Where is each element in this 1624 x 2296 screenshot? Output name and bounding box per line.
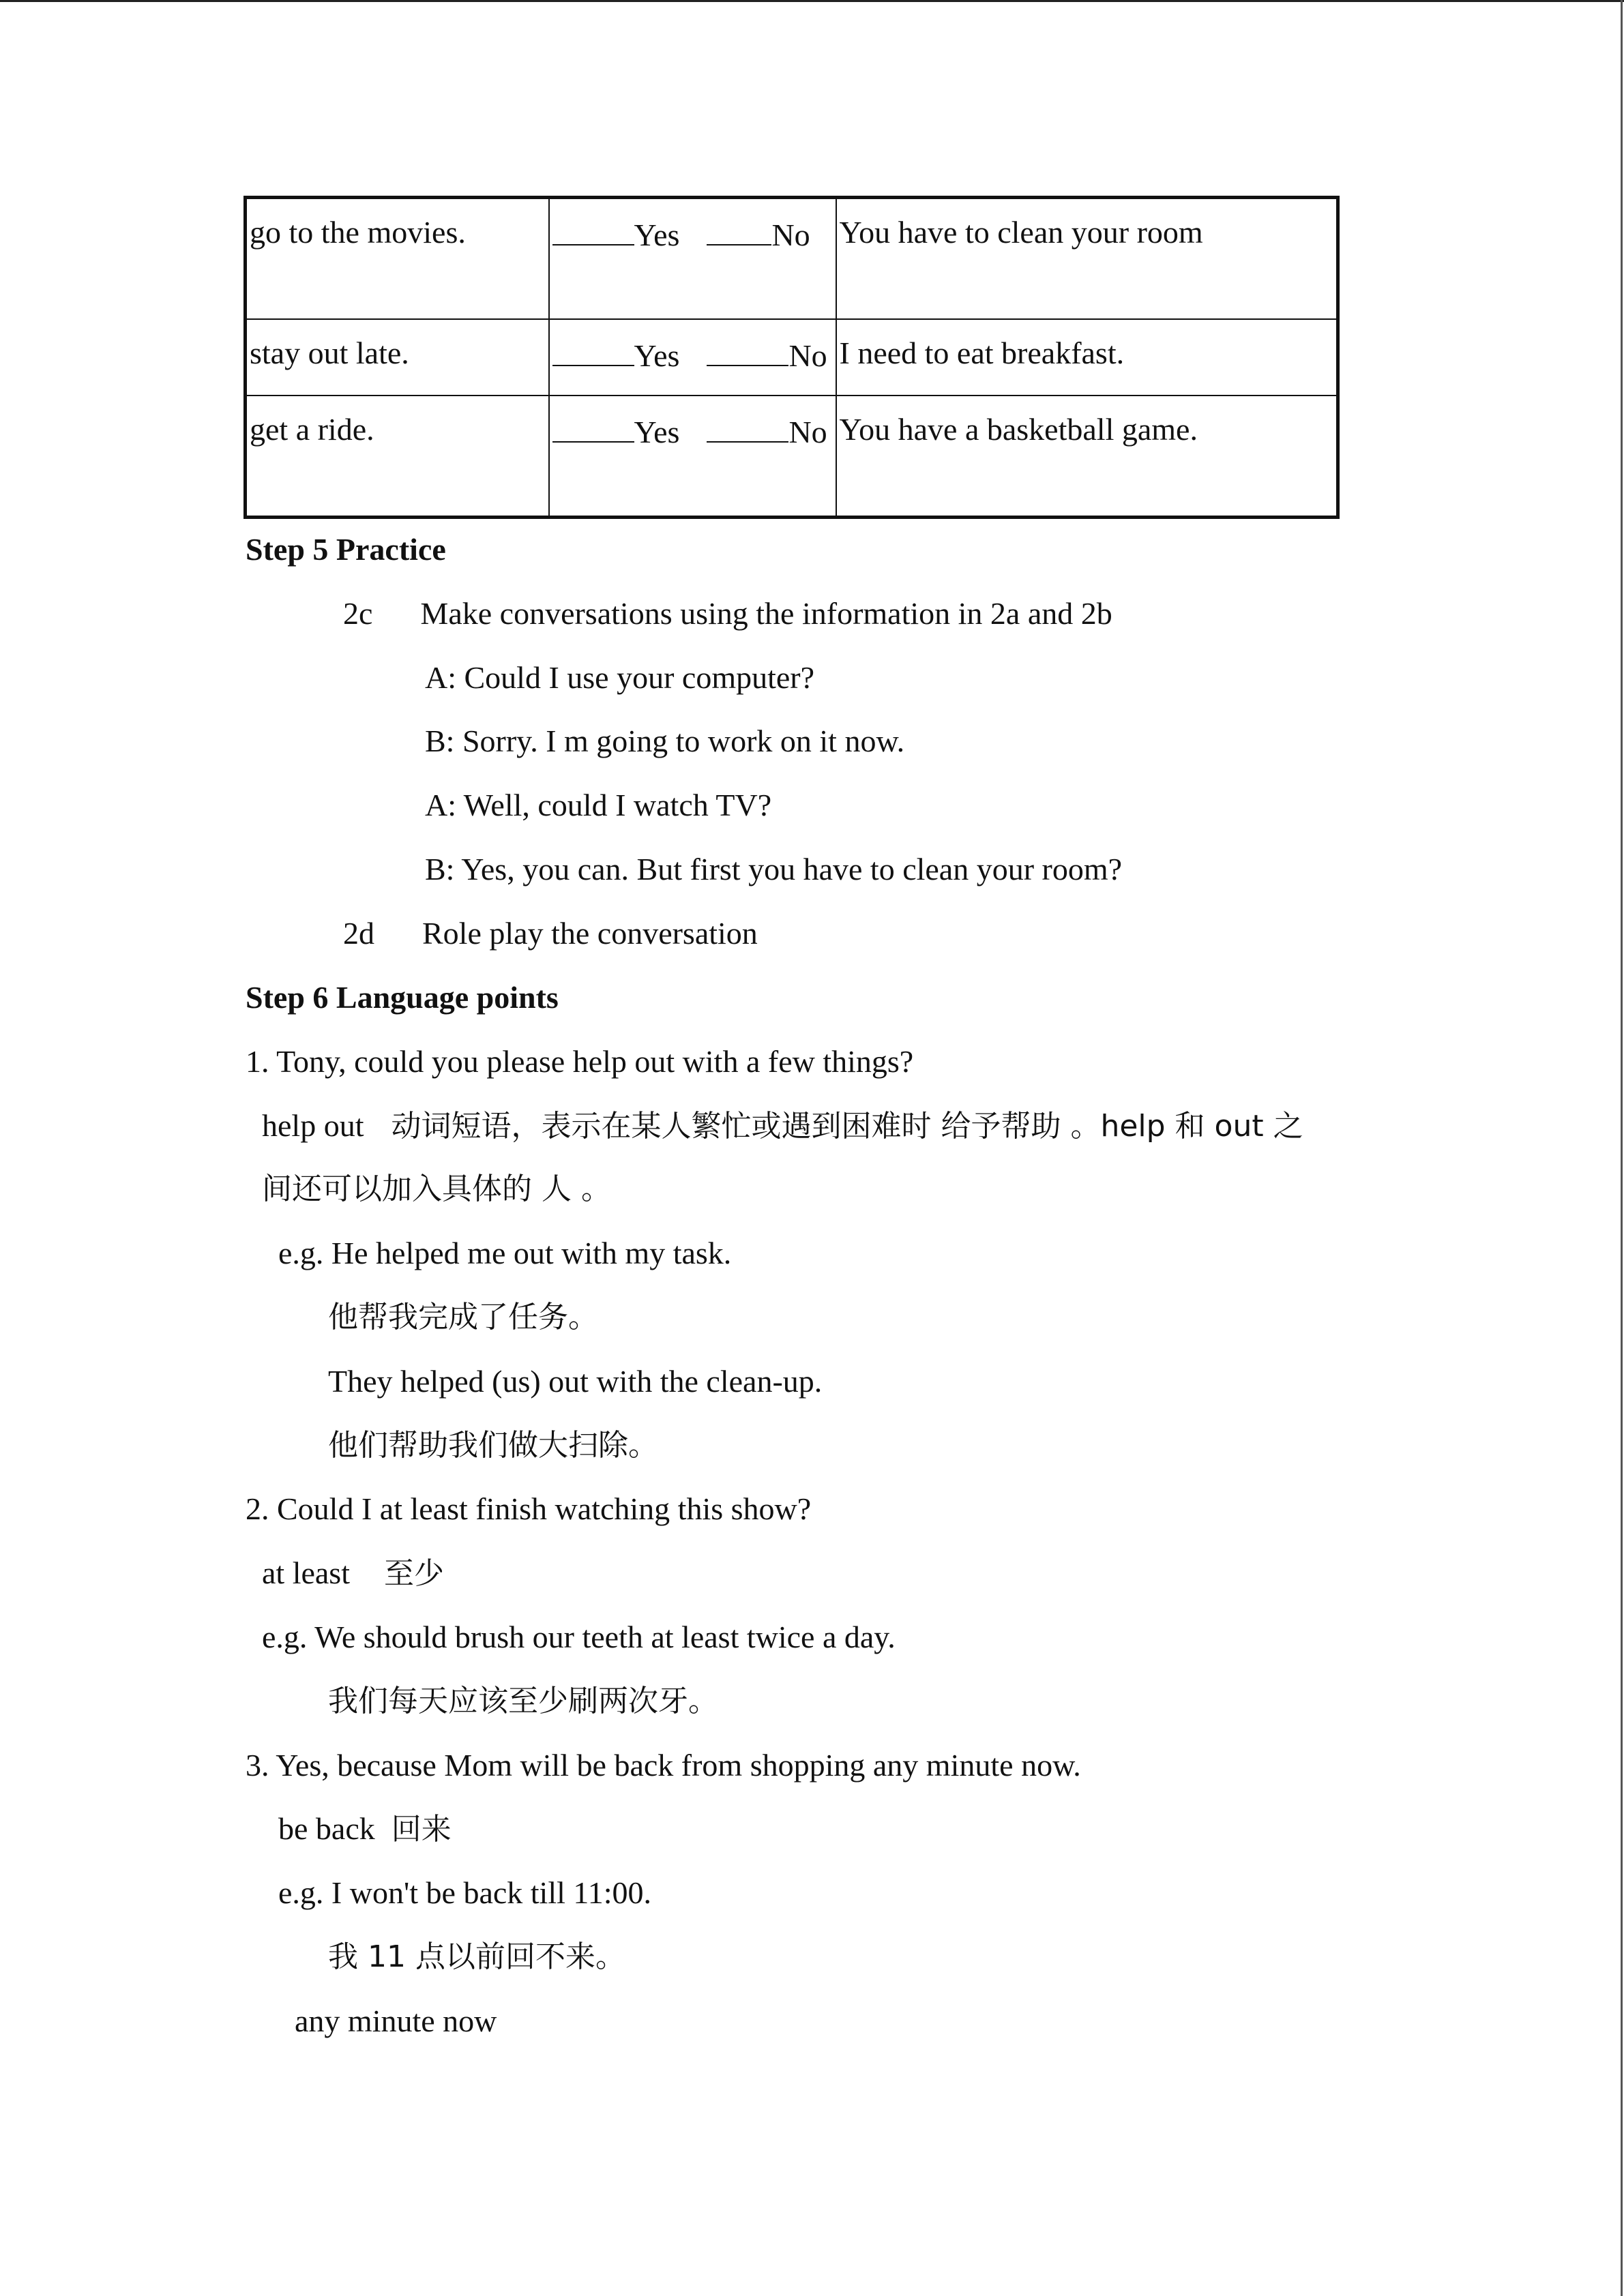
- example-translation: 我们每天应该至少刷两次牙。: [328, 1684, 718, 1718]
- example-sentence: e.g. We should brush our teeth at least twice a day.: [262, 1620, 896, 1654]
- exercise-instruction: Make conversations using the information in 2a and 2b: [420, 596, 1112, 631]
- yes-blank[interactable]: [552, 213, 634, 245]
- conversation-line: B: Yes, you can. But first you have to clean your room?: [425, 852, 1123, 886]
- activity-cell: stay out late.: [246, 319, 549, 396]
- example-translation: 我 11 点以前回不来。: [328, 1939, 625, 1974]
- language-point-3: 3. Yes, because Mom will be back from shopping any minute now.: [246, 1748, 1081, 1783]
- phrase-explanation: [262, 1107, 1303, 1146]
- exercise-2c: [343, 595, 1112, 633]
- yes-no-cell: [549, 396, 836, 518]
- phrase-meaning: 回来: [391, 1812, 452, 1847]
- conversation-line: A: Could I use your computer?: [425, 660, 815, 695]
- exercise-instruction: Role play the conversation: [422, 916, 758, 951]
- yes-no-cell: [549, 319, 836, 396]
- yes-label: Yes: [634, 218, 680, 252]
- example-sentence: They helped (us) out with the clean-up.: [328, 1364, 823, 1399]
- table-row: [246, 198, 1338, 320]
- exercise-number: 2d: [343, 916, 374, 951]
- yes-blank[interactable]: [552, 410, 634, 443]
- phrase: at least: [262, 1555, 350, 1590]
- no-blank[interactable]: [707, 333, 788, 366]
- phrase-meaning: 动词短语，表示在某人繁忙或遇到困难时 给予帮助 。help 和 out 之: [391, 1109, 1303, 1144]
- language-point-1: 1. Tony, could you please help out with a few things?: [246, 1044, 914, 1079]
- no-blank[interactable]: [707, 213, 771, 245]
- example-sentence: e.g. I won't be back till 11:00.: [278, 1875, 651, 1910]
- phrase-meaning: 至少: [384, 1556, 444, 1591]
- yes-label: Yes: [634, 415, 680, 449]
- no-label: No: [788, 338, 827, 373]
- top-border-line: [0, 0, 1624, 2]
- yes-blank[interactable]: [552, 333, 634, 366]
- conversation-line: B: Sorry. I m going to work on it now.: [425, 724, 905, 758]
- exercise-number: 2c: [343, 596, 373, 631]
- permission-table: [243, 196, 1340, 519]
- reply-cell: You have a basketball game.: [836, 396, 1338, 518]
- phrase: any minute now: [295, 2003, 497, 2038]
- table-row: [246, 319, 1338, 396]
- no-label: No: [788, 415, 827, 449]
- phrase: help out: [262, 1108, 364, 1143]
- example-translation: 他帮我完成了任务。: [328, 1300, 598, 1335]
- phrase-explanation: [262, 1554, 444, 1593]
- reply-cell: I need to eat breakfast.: [836, 319, 1338, 396]
- step6-heading: Step 6 Language points: [246, 980, 559, 1015]
- example-sentence: e.g. He helped me out with my task.: [278, 1236, 732, 1270]
- example-translation: 他们帮助我们做大扫除。: [328, 1428, 658, 1463]
- conversation-line: A: Well, could I watch TV?: [425, 788, 772, 822]
- no-blank[interactable]: [707, 410, 788, 443]
- step5-heading: Step 5 Practice: [246, 532, 446, 567]
- phrase-explanation-cont: 间还可以加入具体的 人 。: [262, 1172, 611, 1206]
- activity-cell: get a ride.: [246, 396, 549, 518]
- reply-cell: You have to clean your room: [836, 198, 1338, 320]
- phrase-explanation: [278, 1810, 452, 1849]
- activity-cell: go to the movies.: [246, 198, 549, 320]
- exercise-2d: [343, 914, 758, 953]
- table-row: [246, 396, 1338, 518]
- language-point-2: 2. Could I at least finish watching this show?: [246, 1491, 812, 1526]
- phrase: be back: [278, 1811, 375, 1846]
- yes-no-cell: [549, 198, 836, 320]
- right-border-line: [1621, 0, 1623, 2296]
- no-label: No: [771, 218, 810, 252]
- yes-label: Yes: [634, 338, 680, 373]
